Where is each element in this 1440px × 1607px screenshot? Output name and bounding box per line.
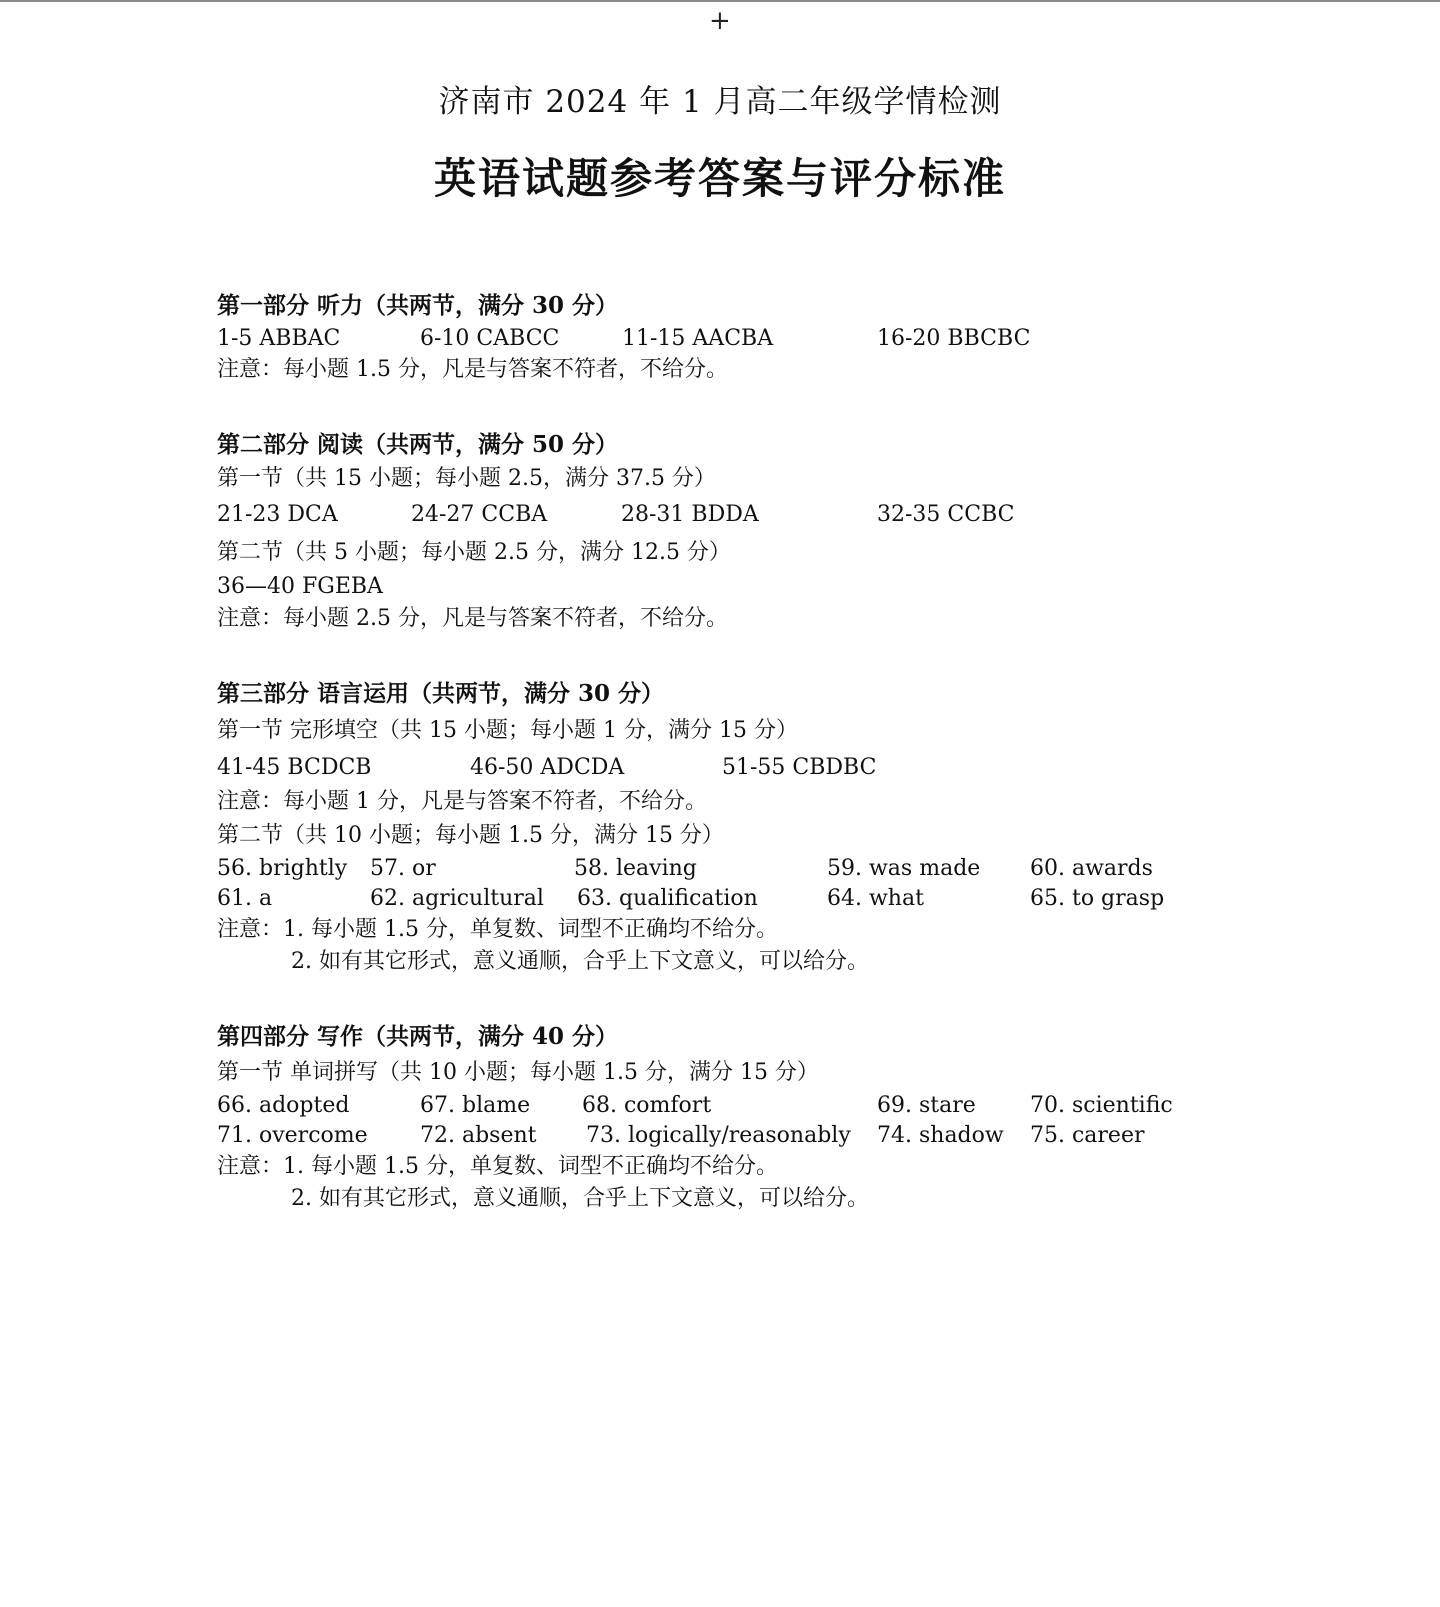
answer-group: 28-31 BDDA (621, 502, 759, 527)
answer-item: 75. career (1030, 1123, 1145, 1148)
answer-item: 59. was made (827, 856, 981, 881)
answer-group: 46-50 ADCDA (470, 755, 625, 780)
part3-note2-line1: 注意：1. 每小题 1.5 分，单复数、词型不正确均不给分。 (217, 917, 778, 942)
part2-heading: 第二部分 阅读（共两节，满分 50 分） (217, 431, 619, 458)
part3-note2-line2: 2. 如有其它形式，意义通顺，合乎上下文意义，可以给分。 (291, 949, 869, 974)
part1-answers-row (217, 324, 1217, 354)
answer-group: 6-10 CABCC (420, 326, 560, 351)
answer-key-content (217, 288, 1217, 1215)
answer-group: 32-35 CCBC (877, 502, 1015, 527)
part3-answers-row-2 (217, 884, 1217, 914)
answer-group: 41-45 BCDCB (217, 755, 372, 780)
answer-group: 24-27 CCBA (411, 502, 548, 527)
answer-item: 58. leaving (574, 856, 697, 881)
answer-item: 63. qualification (577, 886, 758, 911)
answer-item: 61. a (217, 886, 273, 911)
answer-item: 73. logically/reasonably (586, 1123, 851, 1148)
part3-note1: 注意：每小题 1 分，凡是与答案不符者，不给分。 (217, 789, 707, 814)
part2-section2-title: 第二节（共 5 小题；每小题 2.5 分，满分 12.5 分） (217, 540, 731, 565)
answer-item: 56. brightly (217, 856, 348, 881)
part4-heading: 第四部分 写作（共两节，满分 40 分） (217, 1023, 619, 1050)
part2-answers-row (217, 495, 1217, 535)
answer-item: 65. to grasp (1030, 886, 1165, 911)
answer-item: 64. what (827, 886, 924, 911)
answer-item: 70. scientific (1030, 1093, 1173, 1118)
answer-group: 51-55 CBDBC (722, 755, 877, 780)
part2-section1-title: 第一节（共 15 小题；每小题 2.5，满分 37.5 分） (217, 466, 716, 491)
part3-section1-title: 第一节 完形填空（共 15 小题；每小题 1 分，满分 15 分） (217, 718, 798, 743)
answer-group: 11-15 AACBA (622, 326, 774, 351)
answer-item: 66. adopted (217, 1093, 350, 1118)
part4-section1-title: 第一节 单词拼写（共 10 小题；每小题 1.5 分，满分 15 分） (217, 1060, 819, 1085)
part4-note-line1: 注意：1. 每小题 1.5 分，单复数、词型不正确均不给分。 (217, 1154, 778, 1179)
answer-item: 72. absent (420, 1123, 537, 1148)
answer-group: 21-23 DCA (217, 502, 338, 527)
part4-answers-row-2 (217, 1121, 1217, 1151)
registration-mark: + (709, 6, 731, 36)
answer-item: 62. agricultural (370, 886, 544, 911)
part3-heading: 第三部分 语言运用（共两节，满分 30 分） (217, 680, 665, 707)
answer-item: 60. awards (1030, 856, 1153, 881)
part2-note: 注意：每小题 2.5 分，凡是与答案不符者，不给分。 (217, 606, 728, 631)
answer-item: 74. shadow (877, 1123, 1004, 1148)
document-subtitle: 济南市 2024 年 1 月高二年级学情检测 (438, 84, 1002, 120)
top-border-line (0, 0, 1440, 2)
part1-note: 注意：每小题 1.5 分，凡是与答案不符者，不给分。 (217, 357, 728, 382)
part3-section2-title: 第二节（共 10 小题；每小题 1.5 分，满分 15 分） (217, 823, 724, 848)
answer-item: 57. or (370, 856, 436, 881)
part3-answers-row-1 (217, 854, 1217, 884)
answer-item: 67. blame (420, 1093, 531, 1118)
part1-heading: 第一部分 听力（共两节，满分 30 分） (217, 292, 619, 319)
answer-item: 69. stare (877, 1093, 976, 1118)
answer-group: 16-20 BBCBC (877, 326, 1031, 351)
part3-answers-row (217, 750, 1217, 786)
part2-section2-answers: 36—40 FGEBA (217, 574, 383, 599)
answer-group: 1-5 ABBAC (217, 326, 341, 351)
part4-note-line2: 2. 如有其它形式，意义通顺，合乎上下文意义，可以给分。 (291, 1186, 869, 1211)
answer-item: 68. comfort (582, 1093, 712, 1118)
part4-answers-row-1 (217, 1091, 1217, 1121)
answer-item: 71. overcome (217, 1123, 368, 1148)
document-title: 英语试题参考答案与评分标准 (433, 154, 1006, 203)
